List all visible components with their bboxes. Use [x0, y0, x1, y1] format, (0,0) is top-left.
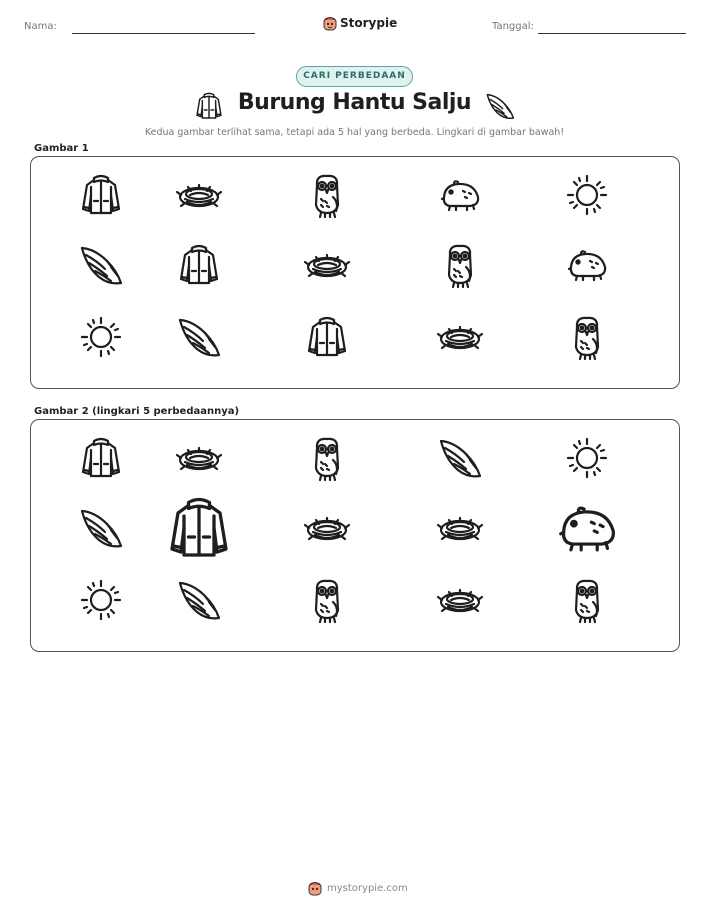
sun-icon[interactable]	[77, 576, 125, 624]
name-label: Nama:	[24, 21, 57, 32]
sun-icon[interactable]	[563, 434, 611, 482]
hamster-icon	[563, 241, 611, 289]
picture2-panel[interactable]	[30, 419, 680, 652]
nest-icon[interactable]	[436, 576, 484, 624]
jacket-icon	[77, 171, 125, 219]
picture1-panel	[30, 156, 680, 389]
owl-icon	[303, 171, 351, 219]
worksheet-header	[0, 0, 709, 50]
brand-name: Storypie	[340, 16, 398, 30]
picture2-label: Gambar 2 (lingkari 5 perbedaannya)	[34, 406, 240, 417]
wing-icon	[175, 313, 223, 361]
nest-icon	[175, 171, 223, 219]
sun-icon	[77, 313, 125, 361]
owl-icon[interactable]	[563, 576, 611, 624]
nest-icon[interactable]	[175, 434, 223, 482]
jacket-icon	[175, 241, 223, 289]
wing-icon	[77, 241, 125, 289]
footer	[308, 880, 408, 896]
hamster-icon	[436, 171, 484, 219]
footer-site: mystorypie.com	[327, 882, 408, 894]
wing-icon[interactable]	[77, 504, 125, 552]
instructions: Kedua gambar terlihat sama, tetapi ada 5 hal yang berbeda. Lingkari di gambar bawah!	[144, 127, 565, 138]
nest-icon[interactable]	[436, 504, 484, 552]
owl-icon[interactable]	[303, 576, 351, 624]
name-line[interactable]	[72, 33, 255, 34]
owl-icon[interactable]	[303, 434, 351, 482]
wing-icon[interactable]	[175, 576, 223, 624]
hamster-icon[interactable]	[552, 493, 622, 563]
picture1-label: Gambar 1	[34, 143, 89, 154]
date-line[interactable]	[538, 33, 686, 34]
date-label: Tanggal:	[492, 21, 534, 32]
owl-icon	[563, 313, 611, 361]
brand-logo	[323, 13, 397, 33]
storypie-mascot-icon	[308, 880, 322, 896]
nest-icon	[436, 313, 484, 361]
wing-icon	[484, 90, 516, 122]
jacket-icon	[303, 313, 351, 361]
page-title: Burung Hantu Salju	[237, 90, 472, 115]
wing-icon[interactable]	[436, 434, 484, 482]
owl-icon	[436, 241, 484, 289]
nest-icon[interactable]	[303, 504, 351, 552]
storypie-mascot-icon	[323, 15, 337, 31]
jacket-icon[interactable]	[163, 492, 235, 564]
jacket-icon[interactable]	[77, 434, 125, 482]
nest-icon	[303, 241, 351, 289]
activity-badge: CARI PERBEDAAN	[296, 66, 413, 87]
sun-icon	[563, 171, 611, 219]
